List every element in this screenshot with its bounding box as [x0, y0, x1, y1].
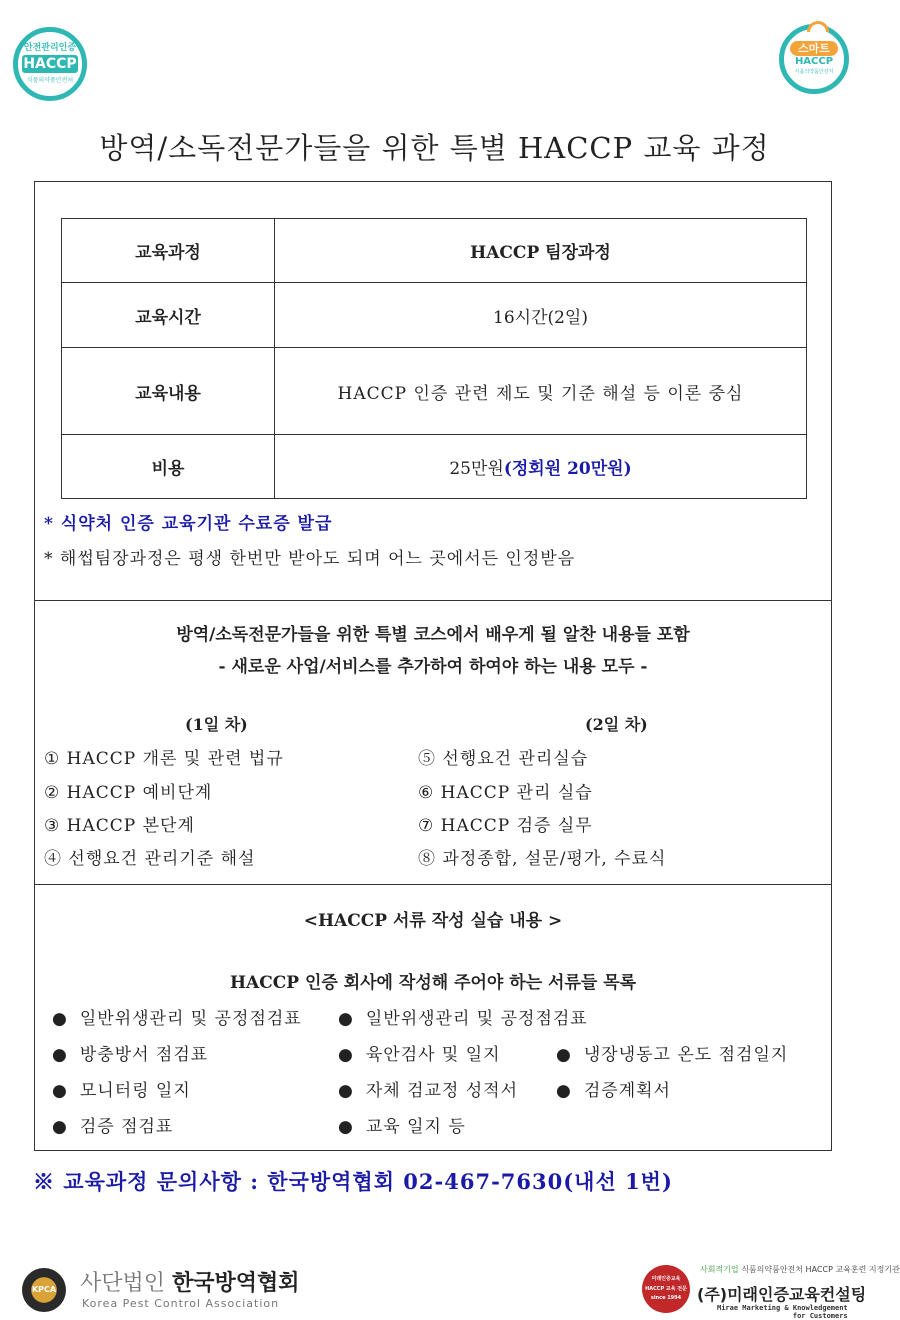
day1-item: ④ 선행요건 관리기준 해설	[44, 849, 256, 869]
document-item	[556, 1076, 671, 1101]
document-item	[338, 1076, 518, 1101]
day1-item: ① HACCP 개론 및 관련 법규	[44, 749, 284, 769]
document-label: 방충방서 점검표	[79, 1045, 209, 1065]
logo-left-top-text: 안전관리인증	[23, 43, 77, 53]
logo-right-top-text: 스마트	[790, 41, 838, 56]
document-label: 육안검사 및 일지	[365, 1045, 501, 1065]
mirae-en-line2: for Customers	[792, 1312, 848, 1320]
day2-item: ⑤ 선행요건 관리실습	[418, 749, 589, 769]
curriculum-title: 방역/소독전문가들을 위한 특별 코스에서 배우게 될 알찬 내용들 포함	[176, 625, 690, 645]
document-label: 일반위생관리 및 공정점검표	[365, 1009, 588, 1029]
smart-haccp-logo	[776, 24, 852, 100]
day1-item: ② HACCP 예비단계	[44, 783, 213, 803]
recognition-note: * 해썹팀장과정은 평생 한번만 받아도 되며 어느 곳에서든 인정받음	[44, 549, 576, 569]
document-item	[338, 1040, 501, 1065]
row-key: 교육시간	[62, 283, 275, 348]
bullet-icon: ●	[52, 1117, 68, 1137]
day2-item: ⑧ 과정종합, 설문/평가, 수료식	[418, 849, 667, 869]
contact-info: ※ 교육과정 문의사항 : 한국방역협회 02-467-7630(내선 1번)	[33, 1169, 673, 1194]
kpca-prefix: 사단법인	[80, 1271, 166, 1296]
table-row	[62, 435, 807, 499]
seal-mid-text: HACCP 교육 전문	[645, 1286, 687, 1292]
logo-left-bottom-text: 식품의약품안전처	[26, 77, 74, 84]
row-key: 교육과정	[62, 219, 275, 283]
documents-title: <HACCP 서류 작성 실습 내용 >	[303, 911, 563, 931]
document-label: 냉장냉동고 온도 점검일지	[583, 1045, 789, 1065]
table-row	[62, 283, 807, 348]
document-item	[52, 1040, 208, 1065]
mfds-agency-label: 식품의약품안전처 HACCP 교육훈련 지정기관	[741, 1265, 900, 1274]
mirae-seal-icon	[642, 1265, 690, 1313]
day1-heading: (1일 차)	[185, 715, 248, 734]
wifi-icon	[807, 21, 829, 32]
logo-left-haccp-text: HACCP	[23, 56, 77, 72]
bullet-icon: ●	[52, 1045, 68, 1065]
day2-item: ⑦ HACCP 검증 실무	[418, 816, 593, 836]
document-item	[52, 1076, 191, 1101]
bullet-icon: ●	[338, 1009, 354, 1029]
course-fee-cell	[275, 435, 807, 499]
document-label: 검증계획서	[583, 1081, 671, 1101]
social-enterprise-label: 사회적기업	[700, 1265, 739, 1274]
document-label: 교육 일지 등	[365, 1117, 466, 1137]
table-row	[62, 219, 807, 283]
haccp-certification-logo	[13, 27, 87, 101]
smart-haccp-ring	[779, 24, 849, 94]
bullet-icon: ●	[52, 1009, 68, 1029]
kpca-name	[80, 1266, 300, 1297]
member-fee-value: (정회원 20만원)	[503, 459, 632, 479]
day1-item: ③ HACCP 본단계	[44, 816, 195, 836]
kpca-english-name: Korea Pest Control Association	[82, 1297, 280, 1310]
document-item	[338, 1004, 588, 1029]
document-item	[556, 1040, 788, 1065]
row-key: 교육내용	[62, 348, 275, 435]
seal-bottom-text: since 1994	[650, 1295, 682, 1301]
document-item	[338, 1112, 466, 1137]
bullet-icon: ●	[556, 1045, 572, 1065]
course-hours-value: 16시간(2일)	[275, 283, 807, 348]
documents-subtitle: HACCP 인증 회사에 작성해 주어야 하는 서류들 목록	[229, 973, 637, 993]
course-info-table	[61, 218, 807, 499]
certificate-note: * 식약처 인증 교육기관 수료증 발급	[44, 514, 333, 534]
day2-heading: (2일 차)	[585, 715, 648, 734]
table-row	[62, 348, 807, 435]
kpca-title: 한국방역협회	[172, 1271, 300, 1296]
section-divider	[34, 884, 832, 885]
logo-right-bottom-text: 식품의약품안전처	[794, 69, 834, 75]
document-label: 자체 검교정 성적서	[365, 1081, 519, 1101]
mirae-en-line1: Mirae Marketing & Knowledgement	[717, 1304, 848, 1312]
page-title: 방역/소독전문가들을 위한 특별 HACCP 교육 과정	[99, 131, 770, 165]
document-item	[52, 1004, 302, 1029]
bullet-icon: ●	[556, 1081, 572, 1101]
seal-top-text: 미래인증교육	[651, 1276, 681, 1282]
row-key: 비용	[62, 435, 275, 499]
mirae-company-name: (주)미래인증교육컨설팅	[697, 1285, 867, 1304]
section-divider	[34, 600, 832, 601]
course-fee-value: 25만원	[449, 459, 504, 479]
document-item	[52, 1112, 173, 1137]
mirae-affiliations	[700, 1264, 900, 1275]
curriculum-subtitle: - 새로운 사업/서비스를 추가하여 하여야 하는 내용 모두 -	[218, 657, 648, 677]
bullet-icon: ●	[338, 1081, 354, 1101]
document-label: 일반위생관리 및 공정점검표	[79, 1009, 302, 1029]
kpca-emblem-icon: KPCA	[22, 1268, 66, 1312]
course-content-value: HACCP 인증 관련 제도 및 기준 해설 등 이론 중심	[275, 348, 807, 435]
logo-right-haccp-text: HACCP	[794, 56, 834, 67]
document-label: 모니터링 일지	[79, 1081, 191, 1101]
day2-item: ⑥ HACCP 관리 실습	[418, 783, 593, 803]
bullet-icon: ●	[338, 1045, 354, 1065]
course-name-value: HACCP 팀장과정	[275, 219, 807, 283]
mirae-english-name	[717, 1304, 848, 1320]
bullet-icon: ●	[52, 1081, 68, 1101]
bullet-icon: ●	[338, 1117, 354, 1137]
document-label: 검증 점검표	[79, 1117, 174, 1137]
